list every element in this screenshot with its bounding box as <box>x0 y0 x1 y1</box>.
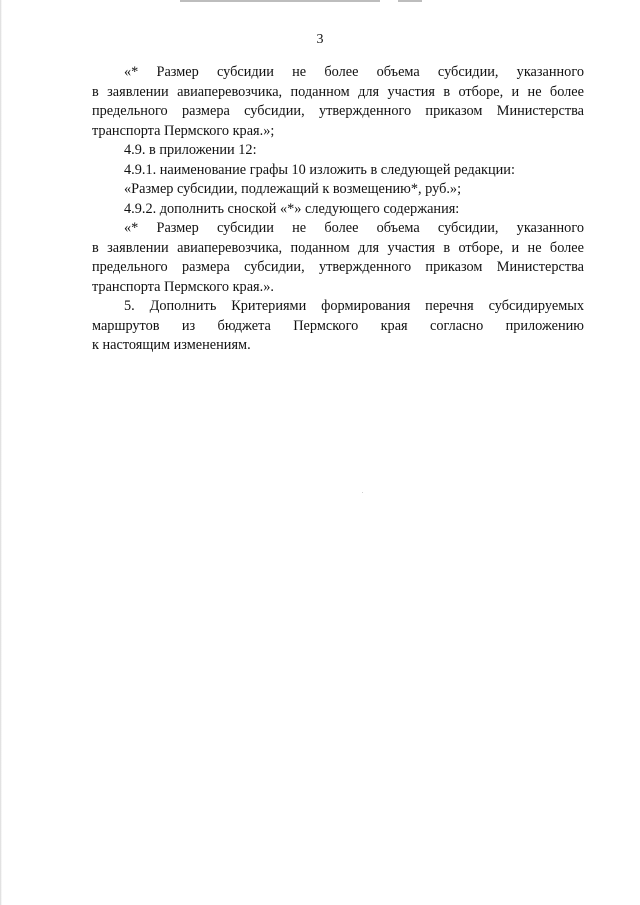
document-body <box>92 63 584 356</box>
paragraph-footnote-2 <box>92 219 584 297</box>
text-line: «* Размер субсидии не более объема субсидии, указанного <box>124 220 584 236</box>
text-line: предельного размера субсидии, утвержденного приказом Министерства <box>92 103 584 119</box>
text-line: 4.9.2. дополнить сноской «*» следующего содержания: <box>124 200 460 217</box>
paragraph-4-9-2 <box>92 200 584 220</box>
paragraph-column-title <box>92 180 584 200</box>
paragraph-4-9-1 <box>92 161 584 181</box>
scan-edge <box>0 0 2 905</box>
paragraph-4-9 <box>92 141 584 161</box>
paragraph-footnote-1 <box>92 63 584 141</box>
text-line: 5. Дополнить Критериями формирования перечня субсидируемых <box>124 298 584 314</box>
scan-speck <box>362 492 363 493</box>
scan-mark <box>180 0 380 2</box>
text-line: предельного размера субсидии, утвержденного приказом Министерства <box>92 259 584 275</box>
text-line: к настоящим изменениям. <box>92 337 251 353</box>
scan-mark <box>398 0 422 2</box>
text-line: 4.9. в приложении 12: <box>124 142 257 158</box>
page-number: 3 <box>316 32 324 47</box>
text-line: «Размер субсидии, подлежащий к возмещению*, руб.»; <box>124 181 462 197</box>
paragraph-5 <box>92 297 584 356</box>
text-line: маршрутов из бюджета Пермского края согласно приложению <box>92 317 584 334</box>
text-line: транспорта Пермского края.». <box>92 278 274 295</box>
text-line: «* Размер субсидии не более объема субсидии, указанного <box>124 64 584 80</box>
text-line: в заявлении авиаперевозчика, поданном для участия в отборе, и не более <box>92 239 584 256</box>
text-line: транспорта Пермского края.»; <box>92 122 275 139</box>
text-line: в заявлении авиаперевозчика, поданном для участия в отборе, и не более <box>92 83 584 100</box>
text-line: 4.9.1. наименование графы 10 изложить в следующей редакции: <box>124 161 515 178</box>
